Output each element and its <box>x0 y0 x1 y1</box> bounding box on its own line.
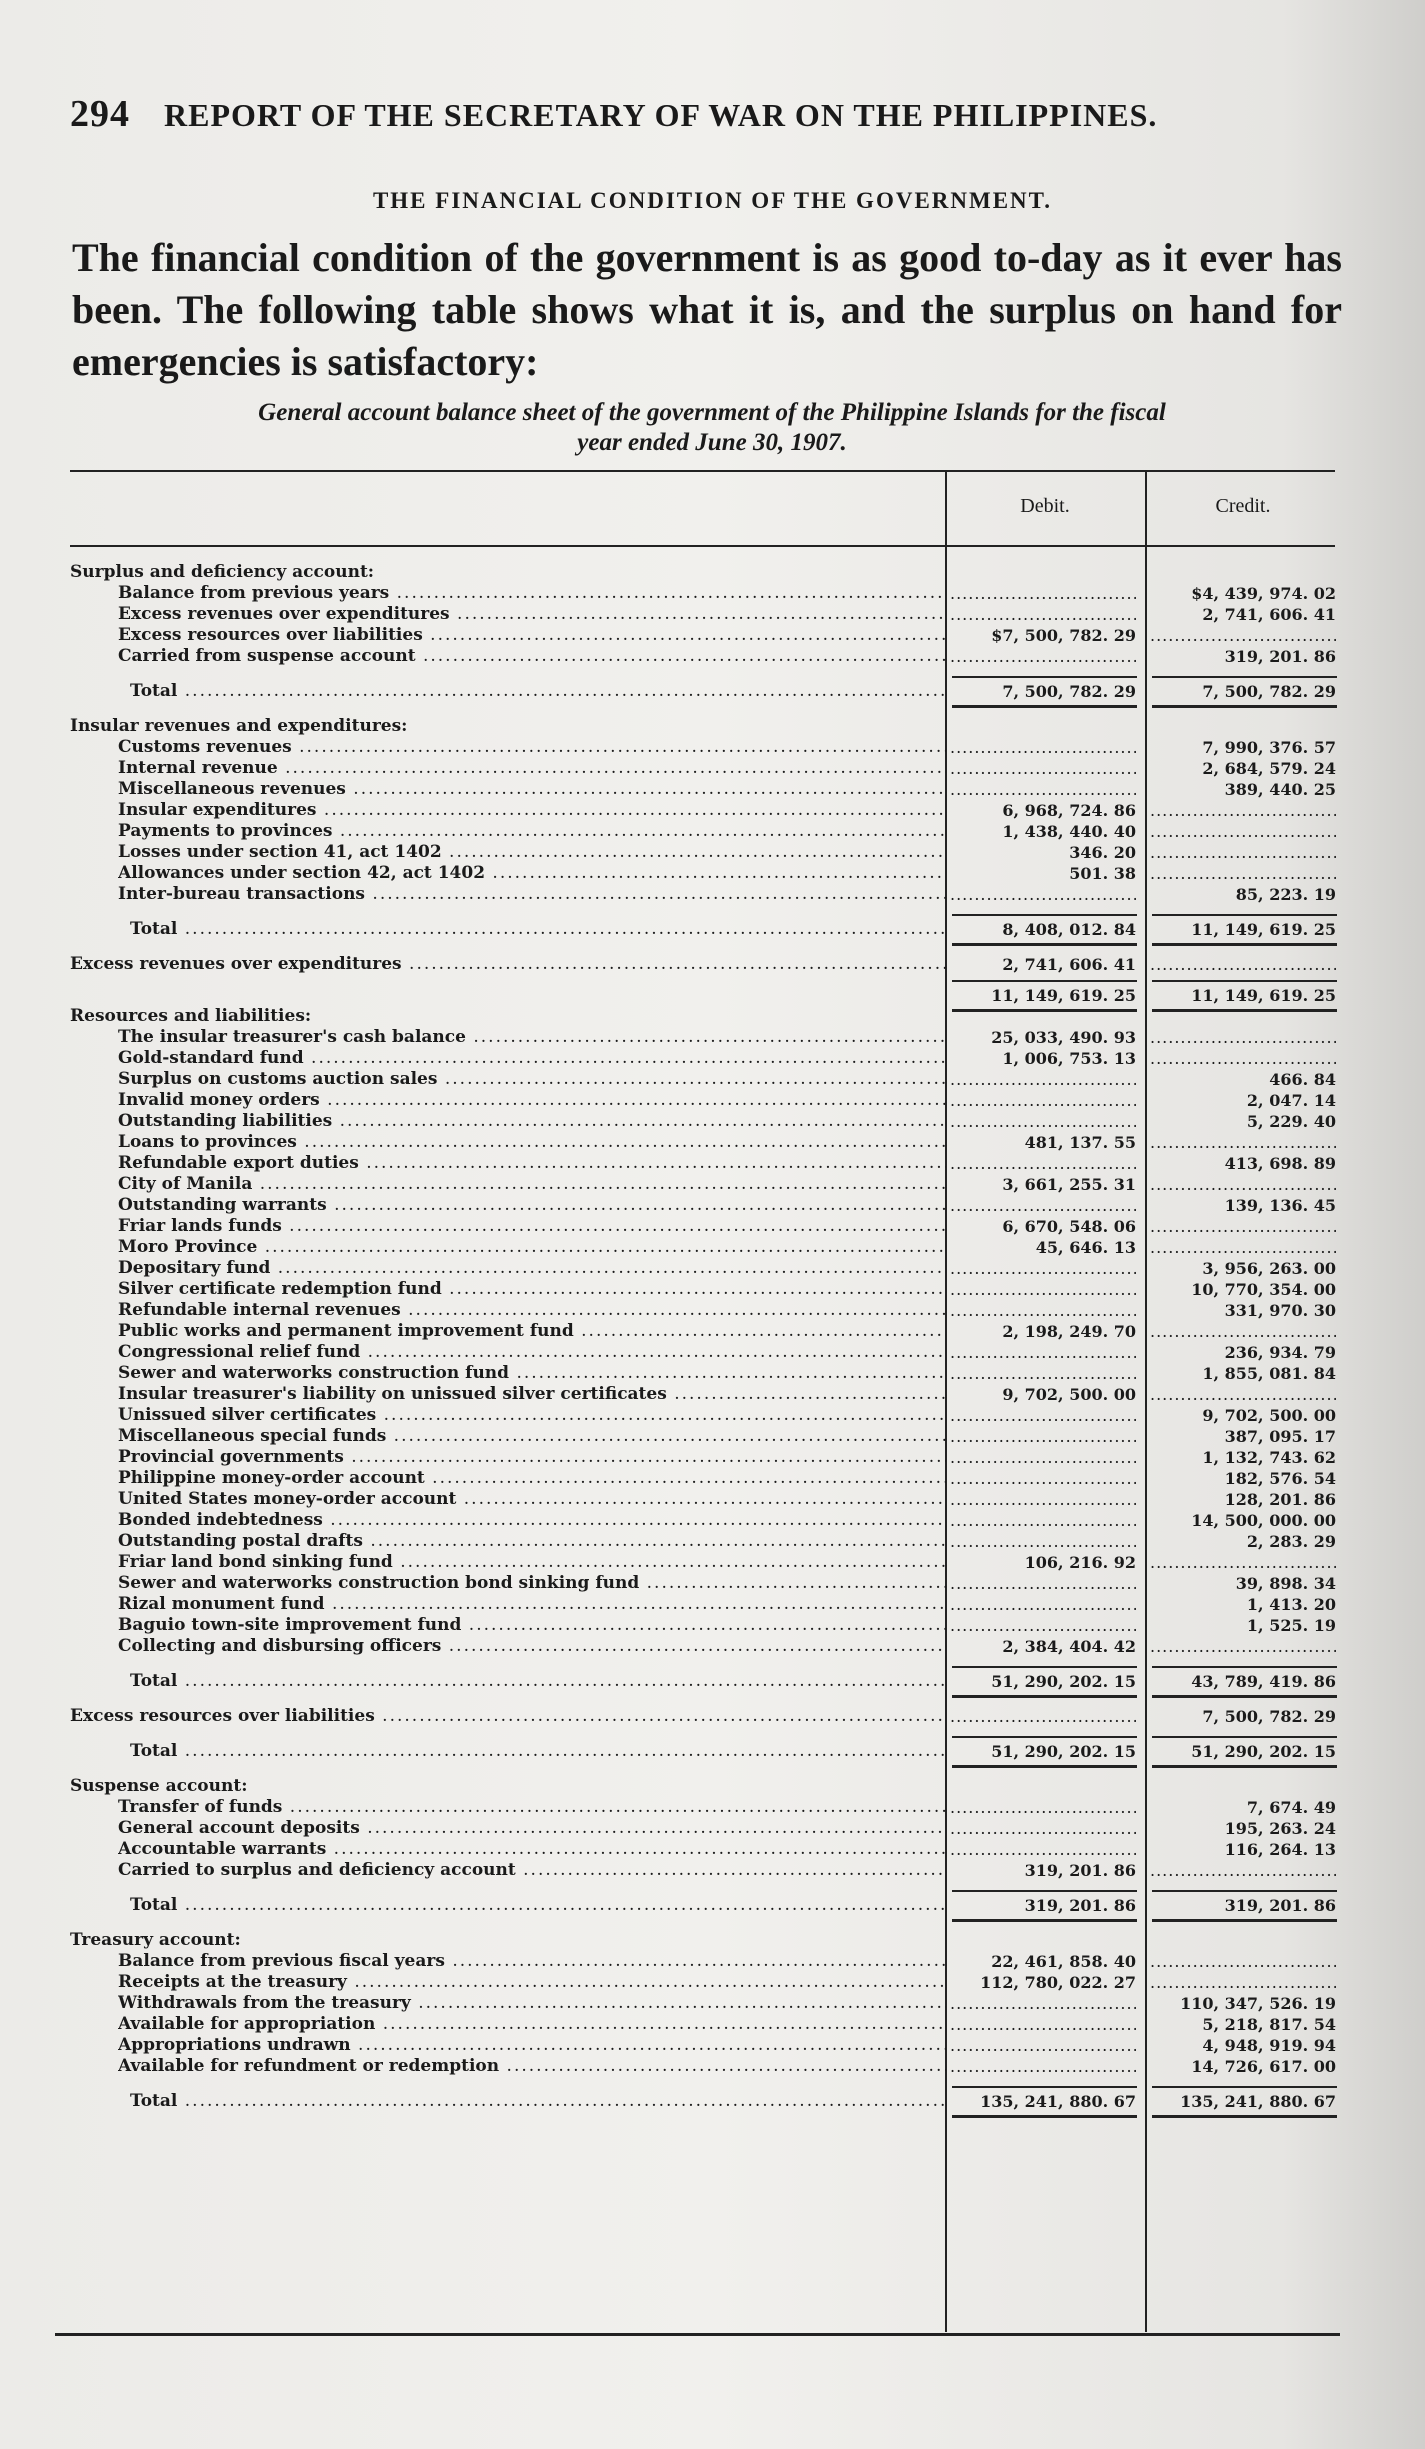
row-debit-value: 51, 290, 202. 15 <box>991 1742 1136 1761</box>
row-label: Moro Province ..... <box>118 1237 946 1258</box>
row-label: Total ..... <box>130 1671 946 1692</box>
total-rule <box>952 980 1137 982</box>
row-debit-value: 11, 149, 619. 25 <box>991 986 1136 1005</box>
row-debit-value <box>950 1426 1136 1447</box>
row-label: Transfer of funds ..... <box>118 1797 946 1818</box>
table-row <box>0 1706 1425 1727</box>
row-debit-value: 135, 241, 880. 67 <box>980 2092 1136 2111</box>
table-row <box>0 1447 1425 1468</box>
row-debit-value <box>950 1839 1136 1860</box>
total-rule <box>1152 1736 1337 1738</box>
row-debit-value: 8, 408, 012. 84 <box>1002 920 1136 939</box>
row-credit-value: 319, 201. 86 <box>1224 1896 1336 1915</box>
table-total-row <box>0 1895 1425 1916</box>
row-label: Rizal monument fund ..... <box>118 1594 946 1615</box>
row-credit-value: 10, 770, 354. 00 <box>1191 1280 1336 1299</box>
row-credit-value <box>1150 863 1336 884</box>
row-label: Accountable warrants ..... <box>118 1839 946 1860</box>
table-row <box>0 1384 1425 1405</box>
row-debit-value: 6, 670, 548. 06 <box>1002 1217 1136 1236</box>
row-debit-value: 51, 290, 202. 15 <box>991 1672 1136 1691</box>
table-row <box>0 646 1425 667</box>
row-label: Internal revenue ..... <box>118 758 946 779</box>
table-row <box>0 737 1425 758</box>
row-label: Excess resources over liabilities ..... <box>118 625 946 646</box>
section-title: THE FINANCIAL CONDITION OF THE GOVERNMENT. <box>372 188 1053 213</box>
row-credit-value <box>1150 1048 1336 1069</box>
table-row <box>0 1839 1425 1860</box>
row-credit-value: 51, 290, 202. 15 <box>1191 1742 1336 1761</box>
row-debit-value: 2, 741, 606. 41 <box>1002 955 1136 974</box>
credit-column-header: Credit. <box>1215 495 1271 517</box>
row-credit-value <box>1150 625 1336 646</box>
table-row <box>0 954 1425 975</box>
row-credit-value: 1, 132, 743. 62 <box>1202 1448 1336 1467</box>
total-rule <box>1152 1765 1337 1768</box>
total-rule <box>1152 943 1337 946</box>
row-label: Congressional relief fund ..... <box>118 1342 946 1363</box>
table-caption <box>72 398 1352 458</box>
table-row <box>0 1006 1425 1027</box>
row-debit-value <box>950 604 1136 625</box>
row-debit-value <box>950 737 1136 758</box>
row-debit-value: 3, 661, 255. 31 <box>1002 1175 1136 1194</box>
row-label: Balance from previous fiscal years ..... <box>118 1951 946 1972</box>
row-credit-value <box>1150 1552 1336 1573</box>
row-debit-value <box>950 1363 1136 1384</box>
row-credit-value: $4, 439, 974. 02 <box>1191 584 1336 603</box>
table-row <box>0 1090 1425 1111</box>
total-rule <box>1152 1666 1337 1668</box>
row-debit-value <box>950 1279 1136 1300</box>
table-row <box>0 2014 1425 2035</box>
row-debit-value <box>950 1300 1136 1321</box>
row-label: Allowances under section 42, act 1402 ..... <box>118 863 946 884</box>
row-credit-value: 39, 898. 34 <box>1235 1574 1336 1593</box>
total-rule <box>952 1919 1137 1922</box>
total-rule <box>1152 2115 1337 2118</box>
table-total-row <box>0 1741 1425 1762</box>
running-head-title: REPORT OF THE SECRETARY OF WAR ON THE PHILIPPINES. <box>164 97 1158 133</box>
row-debit-value <box>950 1111 1136 1132</box>
table-row <box>0 1489 1425 1510</box>
table-row <box>0 758 1425 779</box>
row-debit-value <box>950 1594 1136 1615</box>
row-debit-value: 319, 201. 86 <box>1024 1861 1136 1880</box>
table-row <box>0 1237 1425 1258</box>
row-debit-value: 2, 384, 404. 42 <box>1002 1637 1136 1656</box>
row-credit-value: 110, 347, 526. 19 <box>1180 1994 1336 2013</box>
total-rule <box>952 943 1137 946</box>
total-rule <box>952 1765 1137 1768</box>
table-row <box>0 1258 1425 1279</box>
table-row <box>0 1321 1425 1342</box>
row-label: Excess resources over liabilities ..... <box>70 1706 946 1727</box>
row-debit-value: 9, 702, 500. 00 <box>1002 1385 1136 1404</box>
row-label: Baguio town-site improvement fund ..... <box>118 1615 946 1636</box>
row-credit-value: 9, 702, 500. 00 <box>1202 1406 1336 1425</box>
row-credit-value: 195, 263. 24 <box>1224 1819 1336 1838</box>
running-head <box>70 92 1350 136</box>
row-debit-value: 25, 033, 490. 93 <box>991 1028 1136 1047</box>
total-rule <box>952 1890 1137 1892</box>
row-credit-value <box>1150 1321 1336 1342</box>
total-rule <box>952 705 1137 708</box>
row-credit-value: 2, 047. 14 <box>1246 1091 1336 1110</box>
row-debit-value <box>950 1531 1136 1552</box>
table-row <box>0 1153 1425 1174</box>
row-label: Carried from suspense account ..... <box>118 646 946 667</box>
table-row <box>0 625 1425 646</box>
row-debit-value <box>950 2035 1136 2056</box>
row-label: Outstanding liabilities ..... <box>118 1111 946 1132</box>
row-debit-value <box>950 1405 1136 1426</box>
row-debit-value: 6, 968, 724. 86 <box>1002 801 1136 820</box>
table-row <box>0 1993 1425 2014</box>
row-label: Inter-bureau transactions ..... <box>118 884 946 905</box>
row-label: Total ..... <box>130 1741 946 1762</box>
row-credit-value: 387, 095. 17 <box>1224 1427 1336 1446</box>
table-row <box>0 1930 1425 1951</box>
table-row <box>0 1636 1425 1657</box>
row-credit-value <box>1150 842 1336 863</box>
row-label: Excess revenues over expenditures ..... <box>118 604 946 625</box>
row-label: Bonded indebtedness ..... <box>118 1510 946 1531</box>
table-row <box>0 1426 1425 1447</box>
row-label: Total ..... <box>130 681 946 702</box>
row-label: Refundable internal revenues ..... <box>118 1300 946 1321</box>
row-credit-value: 182, 576. 54 <box>1224 1469 1336 1488</box>
total-rule <box>952 1695 1137 1698</box>
total-rule <box>1152 2086 1337 2088</box>
row-label: Treasury account: <box>70 1930 241 1950</box>
table-row <box>0 1300 1425 1321</box>
row-debit-value <box>950 583 1136 604</box>
table-total-row <box>0 1671 1425 1692</box>
row-label: Philippine money-order account ..... <box>118 1468 946 1489</box>
row-debit-value <box>950 1797 1136 1818</box>
row-debit-value: 45, 646. 13 <box>1035 1238 1136 1257</box>
row-label: Silver certificate redemption fund ..... <box>118 1279 946 1300</box>
table-row <box>0 583 1425 604</box>
table-total-row <box>0 2091 1425 2112</box>
row-credit-value: 7, 500, 782. 29 <box>1202 682 1336 701</box>
row-credit-value <box>1150 1860 1336 1881</box>
row-credit-value: 319, 201. 86 <box>1224 647 1336 666</box>
row-debit-value <box>950 758 1136 779</box>
row-credit-value: 7, 500, 782. 29 <box>1202 1707 1336 1726</box>
row-credit-value: 5, 218, 817. 54 <box>1202 2015 1336 2034</box>
row-label: Receipts at the treasury ..... <box>118 1972 946 1993</box>
row-debit-value <box>950 1818 1136 1839</box>
row-label: Carried to surplus and deficiency account ..... <box>118 1860 946 1881</box>
row-label: Insular revenues and expenditures: <box>70 716 408 736</box>
row-credit-value <box>1150 1636 1336 1657</box>
row-credit-value: 2, 684, 579. 24 <box>1202 759 1336 778</box>
table-row <box>0 1860 1425 1881</box>
table-row <box>0 863 1425 884</box>
table-row <box>0 562 1425 583</box>
row-credit-value: 2, 741, 606. 41 <box>1202 605 1336 624</box>
table-row <box>0 1174 1425 1195</box>
row-label: Resources and liabilities: <box>70 1006 312 1026</box>
row-credit-value: 7, 990, 376. 57 <box>1202 738 1336 757</box>
total-rule <box>1152 914 1337 916</box>
row-credit-value: 5, 229. 40 <box>1246 1112 1336 1131</box>
row-label: Excess revenues over expenditures ..... <box>70 954 946 975</box>
row-debit-value: 481, 137. 55 <box>1024 1133 1136 1152</box>
row-label: Available for refundment or redemption ..... <box>118 2056 946 2077</box>
row-debit-value <box>950 1342 1136 1363</box>
row-label: Payments to provinces ..... <box>118 821 946 842</box>
row-label: Loans to provinces ..... <box>118 1132 946 1153</box>
total-rule <box>1152 705 1337 708</box>
total-rule <box>952 2086 1137 2088</box>
row-label: Withdrawals from the treasury ..... <box>118 1993 946 2014</box>
table-row <box>0 1552 1425 1573</box>
table-total-row <box>0 681 1425 702</box>
table-row <box>0 2056 1425 2077</box>
page-number: 294 <box>70 93 130 135</box>
debit-column-header: Debit. <box>1020 495 1070 517</box>
row-debit-value <box>950 646 1136 667</box>
row-debit-value: 7, 500, 782. 29 <box>1002 682 1136 701</box>
row-debit-value <box>950 2014 1136 2035</box>
row-debit-value <box>950 884 1136 905</box>
caption-line-2: year ended June 30, 1907. <box>577 429 847 456</box>
row-label: Outstanding warrants ..... <box>118 1195 946 1216</box>
row-label: Invalid money orders ..... <box>118 1090 946 1111</box>
row-label: Total ..... <box>130 1895 946 1916</box>
row-credit-value <box>1150 1027 1336 1048</box>
row-debit-value: 1, 438, 440. 40 <box>1002 822 1136 841</box>
row-label: Appropriations undrawn ..... <box>118 2035 946 2056</box>
row-debit-value: 112, 780, 022. 27 <box>980 1973 1136 1992</box>
row-label: Provincial governments ..... <box>118 1447 946 1468</box>
row-credit-value: 135, 241, 880. 67 <box>1180 2092 1336 2111</box>
row-label: Unissued silver certificates ..... <box>118 1405 946 1426</box>
table-row <box>0 779 1425 800</box>
row-label: Surplus and deficiency account: <box>70 562 375 582</box>
row-debit-value <box>950 1706 1136 1727</box>
row-credit-value <box>1150 1237 1336 1258</box>
row-credit-value: 1, 413. 20 <box>1246 1595 1336 1614</box>
row-label: Insular expenditures ..... <box>118 800 946 821</box>
row-debit-value: 501. 38 <box>1069 864 1136 883</box>
row-credit-value: 14, 726, 617. 00 <box>1191 2057 1336 2076</box>
row-credit-value: 3, 956, 263. 00 <box>1202 1259 1336 1278</box>
total-rule <box>1152 1695 1337 1698</box>
row-debit-value: 106, 216. 92 <box>1024 1553 1136 1572</box>
row-debit-value <box>950 2056 1136 2077</box>
row-debit-value <box>950 1090 1136 1111</box>
table-row <box>0 800 1425 821</box>
row-debit-value <box>950 1468 1136 1489</box>
row-credit-value: 116, 264. 13 <box>1224 1840 1336 1859</box>
table-row <box>0 1468 1425 1489</box>
total-rule <box>952 676 1137 678</box>
row-credit-value <box>1150 1132 1336 1153</box>
total-rule <box>952 1736 1137 1738</box>
table-total-row <box>0 919 1425 940</box>
total-rule <box>952 2115 1137 2118</box>
row-label: City of Manila ..... <box>118 1174 946 1195</box>
table-row <box>0 1027 1425 1048</box>
table-row <box>0 1531 1425 1552</box>
row-label: Sewer and waterworks construction bond sinking fund ..... <box>118 1573 946 1594</box>
row-label: Total ..... <box>130 2091 946 2112</box>
row-label: Friar lands funds ..... <box>118 1216 946 1237</box>
row-credit-value <box>1150 1384 1336 1405</box>
row-debit-value <box>950 1195 1136 1216</box>
row-label: Sewer and waterworks construction fund ..... <box>118 1363 946 1384</box>
table-row <box>0 1111 1425 1132</box>
row-credit-value: 466. 84 <box>1269 1070 1336 1089</box>
row-credit-value: 7, 674. 49 <box>1246 1798 1336 1817</box>
row-credit-value: 236, 934. 79 <box>1224 1343 1336 1362</box>
row-debit-value: $7, 500, 782. 29 <box>991 626 1136 645</box>
table-row <box>0 1615 1425 1636</box>
table-row <box>0 884 1425 905</box>
row-credit-value: 14, 500, 000. 00 <box>1191 1511 1336 1530</box>
row-label: Customs revenues ..... <box>118 737 946 758</box>
table-row <box>0 1573 1425 1594</box>
table-row <box>0 1972 1425 1993</box>
table-row <box>0 1776 1425 1797</box>
row-label: Collecting and disbursing officers ..... <box>118 1636 946 1657</box>
row-debit-value <box>950 1258 1136 1279</box>
row-label: General account deposits ..... <box>118 1818 946 1839</box>
caption-line-1: General account balance sheet of the government of the Philippine Islands for the fiscal <box>258 399 1166 426</box>
intro-paragraph: The financial condition of the government is as good to-day as it ever has been. The following table shows what it is, and the surplus on hand for emergencies is satisfactory: <box>72 235 1342 384</box>
row-debit-value <box>950 1573 1136 1594</box>
row-credit-value: 43, 789, 419. 86 <box>1191 1672 1336 1691</box>
table-row <box>0 1048 1425 1069</box>
table-row <box>0 1510 1425 1531</box>
row-credit-value: 4, 948, 919. 94 <box>1202 2036 1336 2055</box>
row-label: Suspense account: <box>70 1776 248 1796</box>
row-label: Refundable export duties ..... <box>118 1153 946 1174</box>
row-credit-value <box>1150 1951 1336 1972</box>
row-debit-value <box>950 1510 1136 1531</box>
table-row <box>0 1279 1425 1300</box>
total-rule <box>1152 676 1337 678</box>
row-debit-value: 22, 461, 858. 40 <box>991 1952 1136 1971</box>
row-label: Surplus on customs auction sales ..... <box>118 1069 946 1090</box>
row-credit-value: 331, 970. 30 <box>1224 1301 1336 1320</box>
row-debit-value: 346. 20 <box>1069 843 1136 862</box>
table-row <box>0 1951 1425 1972</box>
row-label: Available for appropriation ..... <box>118 2014 946 2035</box>
row-label: Losses under section 41, act 1402 ..... <box>118 842 946 863</box>
row-credit-value <box>1150 800 1336 821</box>
table-row <box>0 1594 1425 1615</box>
row-debit-value: 2, 198, 249. 70 <box>1002 1322 1136 1341</box>
table-row <box>0 821 1425 842</box>
table-row <box>0 842 1425 863</box>
row-credit-value: 128, 201. 86 <box>1224 1490 1336 1509</box>
table-row <box>0 1195 1425 1216</box>
row-debit-value: 1, 006, 753. 13 <box>1002 1049 1136 1068</box>
row-label: Public works and permanent improvement fund ..... <box>118 1321 946 1342</box>
table-row <box>0 716 1425 737</box>
row-debit-value <box>950 1993 1136 2014</box>
row-credit-value <box>1150 1216 1336 1237</box>
table-row <box>0 1363 1425 1384</box>
row-credit-value: 11, 149, 619. 25 <box>1191 920 1336 939</box>
table-row <box>0 1132 1425 1153</box>
row-debit-value <box>950 779 1136 800</box>
total-rule <box>1152 980 1337 982</box>
row-debit-value <box>950 1447 1136 1468</box>
row-label: Insular treasurer's liability on unissued silver certificates ..... <box>118 1384 946 1405</box>
total-rule <box>1152 1919 1337 1922</box>
row-credit-value: 139, 136. 45 <box>1224 1196 1336 1215</box>
row-label: Miscellaneous revenues ..... <box>118 779 946 800</box>
row-label: Friar land bond sinking fund ..... <box>118 1552 946 1573</box>
table-row <box>0 1216 1425 1237</box>
table-row <box>0 1797 1425 1818</box>
total-rule <box>1152 1890 1337 1892</box>
row-credit-value: 1, 525. 19 <box>1246 1616 1336 1635</box>
row-credit-value: 11, 149, 619. 25 <box>1191 986 1336 1005</box>
table-row <box>0 1069 1425 1090</box>
row-debit-value <box>950 1489 1136 1510</box>
row-label: Miscellaneous special funds ..... <box>118 1426 946 1447</box>
row-label: The insular treasurer's cash balance ..... <box>118 1027 946 1048</box>
row-label: Depositary fund ..... <box>118 1258 946 1279</box>
table-row <box>0 985 1425 1006</box>
row-credit-value <box>1150 954 1336 975</box>
table-bottom-rule <box>55 2333 1340 2336</box>
total-rule <box>952 914 1137 916</box>
row-debit-value <box>950 1069 1136 1090</box>
row-credit-value: 413, 698. 89 <box>1224 1154 1336 1173</box>
row-credit-value: 1, 855, 081. 84 <box>1202 1364 1336 1383</box>
row-label: United States money-order account ..... <box>118 1489 946 1510</box>
row-debit-value <box>950 1153 1136 1174</box>
table-row <box>0 604 1425 625</box>
row-label: Gold-standard fund ..... <box>118 1048 946 1069</box>
row-debit-value: 319, 201. 86 <box>1024 1896 1136 1915</box>
row-label: Outstanding postal drafts ..... <box>118 1531 946 1552</box>
row-credit-value: 2, 283. 29 <box>1246 1532 1336 1551</box>
row-credit-value <box>1150 1174 1336 1195</box>
row-credit-value <box>1150 1972 1336 1993</box>
total-rule <box>952 1666 1137 1668</box>
row-label: Total ..... <box>130 919 946 940</box>
row-credit-value: 389, 440. 25 <box>1224 780 1336 799</box>
row-credit-value: 85, 223. 19 <box>1235 885 1336 904</box>
row-credit-value <box>1150 821 1336 842</box>
row-debit-value <box>950 1615 1136 1636</box>
table-row <box>0 1818 1425 1839</box>
table-row <box>0 2035 1425 2056</box>
row-label: Balance from previous years ..... <box>118 583 946 604</box>
table-row <box>0 1405 1425 1426</box>
table-row <box>0 1342 1425 1363</box>
